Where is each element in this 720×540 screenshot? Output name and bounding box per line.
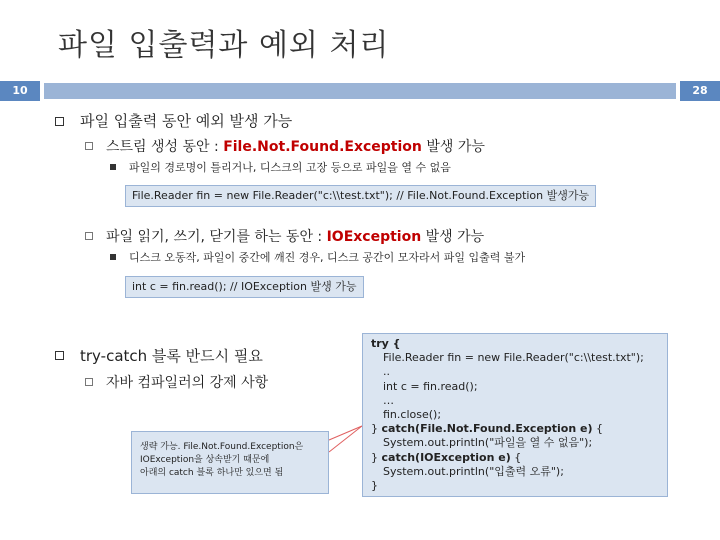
catch-clause: catch(IOException e)	[381, 450, 511, 464]
bullet-text: 파일 입출력 동안 예외 발생 가능	[80, 112, 293, 130]
exception-name: File.Not.Found.Exception	[223, 139, 422, 155]
exception-name: IOException	[326, 229, 422, 245]
code-fragment: {	[510, 450, 522, 464]
note-line: IOException을 상속받기 때문에	[140, 455, 270, 465]
connector-line	[329, 426, 362, 452]
code-fragment: {	[592, 422, 604, 436]
note-line: 생략 가능. File.Not.Found.Exception은	[140, 442, 304, 452]
try-catch-code	[362, 333, 668, 497]
code-line: File.Reader fin = new File.Reader("c:\\test.txt");	[383, 351, 644, 365]
code-line: try {	[371, 337, 401, 350]
code-line: System.out.println("입출력 오류");	[383, 464, 564, 478]
code-line: …	[383, 393, 394, 407]
code-line: ..	[383, 365, 390, 379]
bullet-text: try-catch 블록 반드시 필요	[80, 347, 263, 365]
code-fragment: }	[371, 422, 382, 436]
catch-clause: catch(File.Not.Found.Exception e)	[381, 422, 593, 436]
code-line: fin.close();	[383, 408, 442, 422]
code-line: }	[371, 479, 378, 493]
sub-bullet-suffix: 발생 가능	[421, 229, 485, 245]
detail-text: 디스크 오동작, 파일이 중간에 깨진 경우, 디스크 공간이 모자라서 파일 입출력 불가	[129, 251, 526, 264]
code-line	[371, 451, 667, 465]
omission-note	[131, 431, 329, 494]
code-example: File.Reader fin = new File.Reader("c:\\test.txt"); // File.Not.Found.Exception 발생가능	[125, 185, 596, 207]
sub-bullet-prefix: 스트림 생성 동안 :	[106, 139, 224, 155]
section-number: 10	[0, 81, 40, 101]
slide-title: 파일 입출력과 예외 처리	[58, 28, 390, 63]
sub-bullet-text: 자바 컴파일러의 강제 사항	[106, 375, 269, 391]
sub-bullet-suffix: 발생 가능	[421, 139, 485, 155]
code-line: System.out.println("파일을 열 수 없음");	[383, 436, 593, 450]
code-line	[371, 422, 667, 436]
code-example: int c = fin.read(); // IOException 발생 가능	[125, 276, 364, 298]
connector-line	[329, 426, 362, 440]
sub-bullet-prefix: 파일 읽기, 쓰기, 닫기를 하는 동안 :	[106, 229, 327, 245]
detail-text: 파일의 경로명이 틀리거나, 디스크의 고장 등으로 파일을 열 수 없음	[129, 161, 451, 174]
page-number: 28	[680, 81, 720, 101]
code-line: int c = fin.read();	[383, 379, 478, 393]
note-line: 아래의 catch 블록 하나만 있으면 됨	[140, 468, 284, 478]
code-fragment: }	[371, 450, 382, 464]
